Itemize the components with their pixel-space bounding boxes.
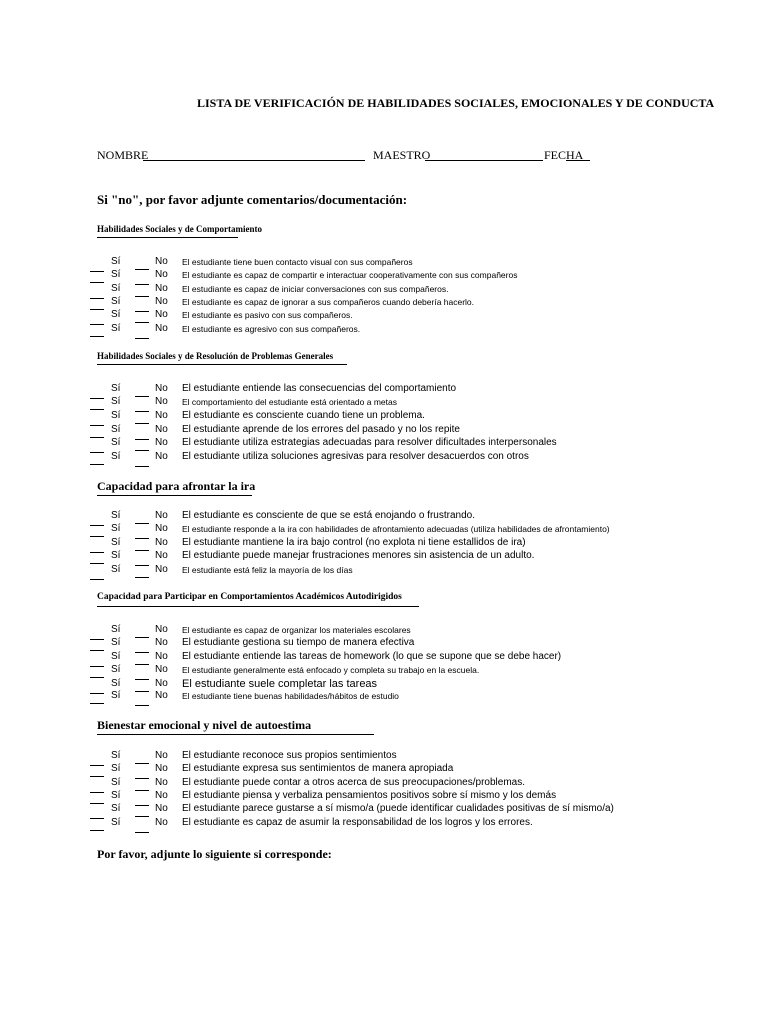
yes-blank[interactable] <box>90 452 104 453</box>
statement-text: El estudiante tiene buen contacto visual con sus compañeros <box>182 257 413 267</box>
no-blank[interactable] <box>135 296 149 297</box>
no-blank[interactable] <box>135 269 149 270</box>
statement-text: El estudiante entiende las tareas de homework (lo que se supone que se debe hacer) <box>182 651 562 662</box>
instruction-text: Si "no", por favor adjunte comentarios/documentación: <box>97 192 408 207</box>
yes-label: Sí <box>111 763 121 774</box>
nombre-label: NOMBRE <box>97 148 149 162</box>
statement-text: El comportamiento del estudiante está orientado a metas <box>182 397 397 407</box>
yes-label: Sí <box>111 396 121 407</box>
page-title: LISTA DE VERIFICACIÓN DE HABILIDADES SOCIALES, EMOCIONALES Y DE CONDUCTA <box>197 96 715 110</box>
no-label: No <box>155 269 168 280</box>
no-blank[interactable] <box>135 411 149 412</box>
no-blank[interactable] <box>135 763 149 764</box>
statement-text: El estudiante suele completar las tareas <box>182 678 378 690</box>
statement-text: El estudiante tiene buenas habilidades/hábitos de estudio <box>182 691 399 701</box>
yes-label: Sí <box>111 437 121 448</box>
closing-text: Por favor, adjunte lo siguiente si corresponde: <box>97 847 332 861</box>
yes-blank[interactable] <box>90 437 104 438</box>
no-blank[interactable] <box>135 816 149 817</box>
no-label: No <box>155 283 168 294</box>
no-label: No <box>155 550 168 561</box>
no-blank[interactable] <box>135 538 149 539</box>
yes-blank[interactable] <box>90 776 104 777</box>
yes-blank[interactable] <box>90 563 104 564</box>
statement-text: El estudiante es capaz de ignorar a sus compañeros cuando debería hacerlo. <box>182 297 475 307</box>
section-underline <box>97 237 238 238</box>
statement-text: El estudiante es capaz de asumir la responsabilidad de los logros y los errores. <box>182 817 533 828</box>
yes-label: Sí <box>111 564 121 575</box>
no-label: No <box>155 817 168 828</box>
no-blank[interactable] <box>135 652 149 653</box>
section-title: Bienestar emocional y nivel de autoestima <box>97 718 312 732</box>
statement-text: El estudiante es pasivo con sus compañeros. <box>182 310 353 320</box>
no-label: No <box>155 803 168 814</box>
no-blank[interactable] <box>135 691 149 692</box>
section-underline <box>97 495 252 496</box>
no-label: No <box>155 790 168 801</box>
nombre-field-line[interactable] <box>143 160 365 161</box>
yes-label: Sí <box>111 410 121 421</box>
yes-blank[interactable] <box>90 650 104 651</box>
no-label: No <box>155 396 168 407</box>
statement-text: El estudiante es capaz de compartir e interactuar cooperativamente con sus compañeros <box>182 270 518 280</box>
yes-blank[interactable] <box>90 703 104 704</box>
yes-label: Sí <box>111 296 121 307</box>
no-label: No <box>155 537 168 548</box>
no-label: No <box>155 410 168 421</box>
no-label: No <box>155 624 168 635</box>
yes-blank[interactable] <box>90 336 104 337</box>
yes-label: Sí <box>111 750 121 761</box>
no-blank[interactable] <box>135 550 149 551</box>
no-label: No <box>155 763 168 774</box>
statement-text: El estudiante reconoce sus propios sentimientos <box>182 750 397 761</box>
no-blank[interactable] <box>135 778 149 779</box>
no-label: No <box>155 678 168 689</box>
statement-text: El estudiante es capaz de iniciar conversaciones con sus compañeros. <box>182 284 449 294</box>
no-label: No <box>155 309 168 320</box>
no-blank[interactable] <box>135 664 149 665</box>
fecha-label: FECHA <box>544 148 584 162</box>
no-blank[interactable] <box>135 637 149 638</box>
statement-text: El estudiante aprende de los errores del pasado y no los repite <box>182 424 460 435</box>
yes-blank[interactable] <box>90 409 104 410</box>
yes-label: Sí <box>111 510 121 521</box>
yes-blank[interactable] <box>90 677 104 678</box>
no-blank[interactable] <box>135 322 149 323</box>
yes-label: Sí <box>111 651 121 662</box>
no-label: No <box>155 690 168 701</box>
yes-label: Sí <box>111 817 121 828</box>
no-label: No <box>155 424 168 435</box>
statement-text: El estudiante es consciente de que se está enojando o frustrando. <box>182 510 475 521</box>
no-blank[interactable] <box>135 523 149 524</box>
fecha-field-line[interactable] <box>566 160 590 161</box>
section-title: Capacidad para Participar en Comportamientos Académicos Autodirigidos <box>97 592 402 602</box>
yes-label: Sí <box>111 803 121 814</box>
no-blank[interactable] <box>135 450 149 451</box>
statement-text: El estudiante responde a la ira con habilidades de afrontamiento adecuadas (utiliza habilidades de afrontamiento) <box>182 524 610 534</box>
no-label: No <box>155 750 168 761</box>
checklist-row <box>90 817 730 833</box>
yes-label: Sí <box>111 777 121 788</box>
yes-blank[interactable] <box>90 464 104 465</box>
yes-blank[interactable] <box>90 425 104 426</box>
yes-label: Sí <box>111 451 121 462</box>
no-blank[interactable] <box>135 284 149 285</box>
no-label: No <box>155 564 168 575</box>
yes-label: Sí <box>111 269 121 280</box>
statement-text: El estudiante utiliza soluciones agresivas para resolver desacuerdos con otros <box>182 451 529 462</box>
no-blank[interactable] <box>135 396 149 397</box>
no-label: No <box>155 664 168 675</box>
no-blank[interactable] <box>135 790 149 791</box>
statement-text: El estudiante es consciente cuando tiene un problema. <box>182 410 425 421</box>
yes-blank[interactable] <box>90 803 104 804</box>
no-label: No <box>155 451 168 462</box>
no-label: No <box>155 523 168 534</box>
yes-blank[interactable] <box>90 579 104 580</box>
section-title: Habilidades Sociales y de Resolución de Problemas Generales <box>97 351 334 361</box>
no-blank[interactable] <box>135 466 149 467</box>
statement-text: El estudiante piensa y verbaliza pensamientos positivos sobre sí mismo y los demás <box>182 790 557 801</box>
section-underline <box>97 606 419 607</box>
yes-blank[interactable] <box>90 830 104 831</box>
statement-text: El estudiante es capaz de organizar los materiales escolares <box>182 625 411 635</box>
no-label: No <box>155 437 168 448</box>
statement-text: El estudiante parece gustarse a sí mismo/a (puede identificar cualidades positivas de sí mismo/a) <box>182 803 614 814</box>
no-blank[interactable] <box>135 565 149 566</box>
yes-label: Sí <box>111 424 121 435</box>
no-label: No <box>155 777 168 788</box>
yes-label: Sí <box>111 309 121 320</box>
checklist-row <box>90 323 730 339</box>
no-label: No <box>155 323 168 334</box>
no-label: No <box>155 637 168 648</box>
yes-label: Sí <box>111 690 121 701</box>
yes-label: Sí <box>111 283 121 294</box>
checklist-row <box>90 451 730 467</box>
statement-text: El estudiante mantiene la ira bajo control (no explota ni tiene estallidos de ira) <box>182 537 526 548</box>
statement-text: El estudiante entiende las consecuencias del comportamiento <box>182 383 457 394</box>
no-label: No <box>155 256 168 267</box>
statement-text: El estudiante generalmente está enfocado y completa su trabajo en la escuela. <box>182 665 480 675</box>
yes-blank[interactable] <box>90 282 104 283</box>
no-label: No <box>155 651 168 662</box>
no-label: No <box>155 383 168 394</box>
no-blank[interactable] <box>135 679 149 680</box>
checklist-row <box>90 564 730 580</box>
yes-label: Sí <box>111 383 121 394</box>
yes-blank[interactable] <box>90 818 104 819</box>
statement-text: El estudiante gestiona su tiempo de manera efectiva <box>182 637 415 648</box>
maestro-field-line[interactable] <box>425 160 543 161</box>
maestro-label: MAESTRO <box>373 148 431 162</box>
statement-text: El estudiante es agresivo con sus compañeros. <box>182 324 361 334</box>
yes-blank[interactable] <box>90 536 104 537</box>
yes-label: Sí <box>111 256 121 267</box>
no-blank[interactable] <box>135 338 149 339</box>
yes-blank[interactable] <box>90 324 104 325</box>
statement-text: El estudiante está feliz la mayoría de los días <box>182 565 353 575</box>
statement-text: El estudiante puede manejar frustraciones menores sin asistencia de un adulto. <box>182 550 535 561</box>
yes-label: Sí <box>111 323 121 334</box>
section-underline <box>97 734 374 735</box>
no-blank[interactable] <box>135 832 149 833</box>
yes-label: Sí <box>111 624 121 635</box>
yes-label: Sí <box>111 637 121 648</box>
section-title: Habilidades Sociales y de Comportamiento <box>97 224 263 234</box>
statement-text: El estudiante puede contar a otros acerca de sus preocupaciones/problemas. <box>182 777 525 788</box>
yes-label: Sí <box>111 678 121 689</box>
yes-label: Sí <box>111 550 121 561</box>
no-blank[interactable] <box>135 705 149 706</box>
section-underline <box>97 364 347 365</box>
yes-blank[interactable] <box>90 309 104 310</box>
no-label: No <box>155 510 168 521</box>
no-blank[interactable] <box>135 423 149 424</box>
no-blank[interactable] <box>135 577 149 578</box>
statement-text: El estudiante expresa sus sentimientos de manera apropiada <box>182 763 454 774</box>
yes-label: Sí <box>111 537 121 548</box>
no-label: No <box>155 296 168 307</box>
yes-label: Sí <box>111 790 121 801</box>
statement-text: El estudiante utiliza estrategias adecuadas para resolver dificultades interpersonales <box>182 437 557 448</box>
yes-label: Sí <box>111 664 121 675</box>
checklist-row <box>90 690 730 706</box>
section-title: Capacidad para afrontar la ira <box>97 479 256 493</box>
yes-label: Sí <box>111 523 121 534</box>
